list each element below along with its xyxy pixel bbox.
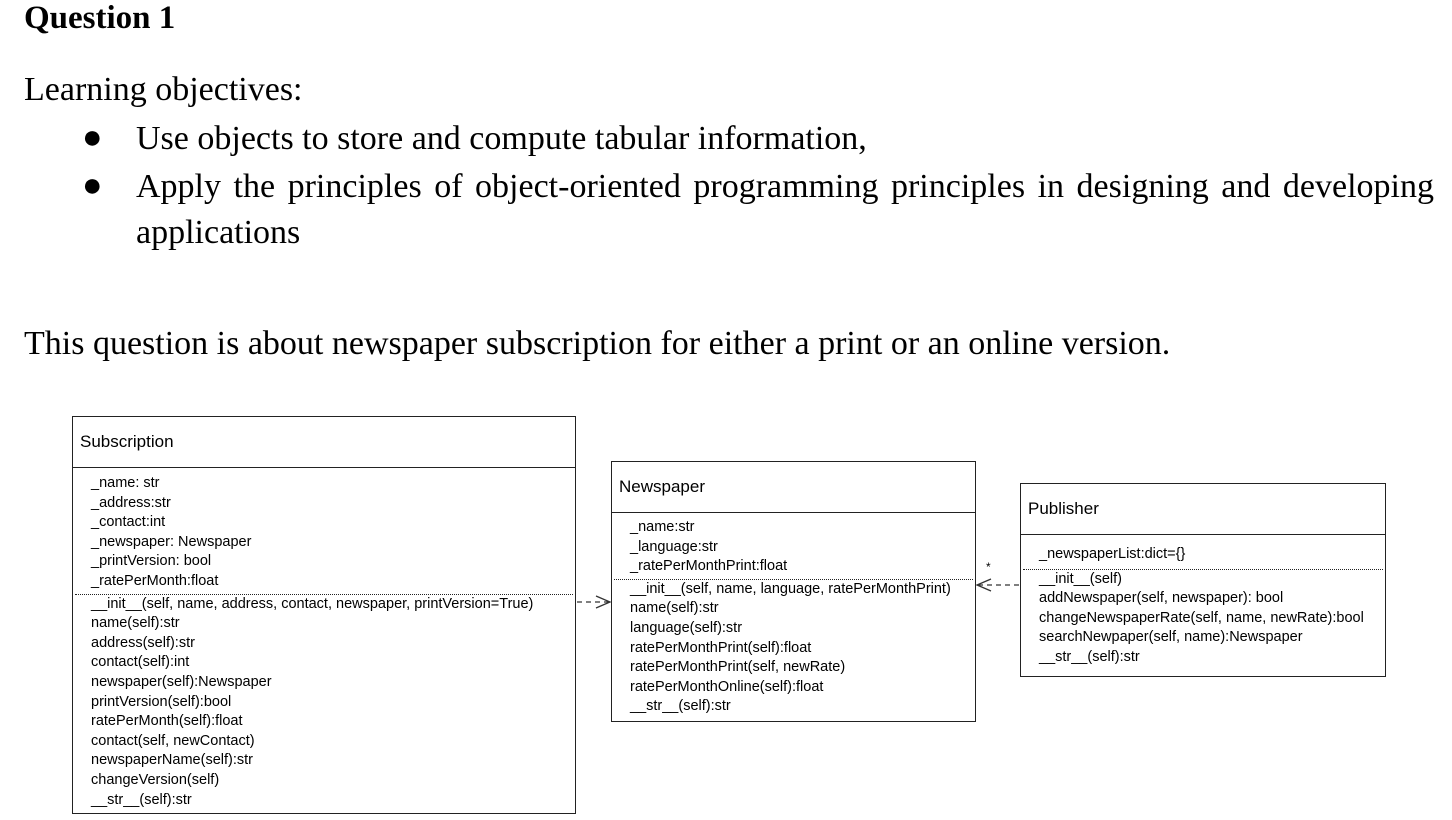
attributes-list <box>73 468 575 592</box>
attribute: _name:str <box>630 519 695 535</box>
method: name(self):str <box>91 615 180 632</box>
intro-paragraph: This question is about newspaper subscription for either a print or an online version. <box>24 325 1171 362</box>
methods-list <box>612 580 975 717</box>
methods-list <box>1021 570 1385 668</box>
method: newspaper(self):Newspaper <box>91 673 272 690</box>
attribute: _contact:int <box>91 514 166 531</box>
method: __str__(self):str <box>91 791 192 808</box>
method: ratePerMonthPrint(self, newRate) <box>630 659 846 676</box>
method: address(self):str <box>91 634 195 651</box>
method: __str__(self):str <box>630 698 731 715</box>
bullet-icon: ● <box>82 119 103 156</box>
attribute: _printVersion: bool <box>91 553 212 570</box>
uml-class-newspaper <box>611 461 976 722</box>
method: ratePerMonthOnline(self):float <box>630 678 824 695</box>
method: searchNewpaper(self, name):Newspaper <box>1039 629 1303 646</box>
class-name: Publisher <box>1021 484 1385 535</box>
attribute: _newspaper: Newspaper <box>91 533 252 550</box>
attribute: _address:str <box>91 494 171 511</box>
methods-list <box>73 595 575 811</box>
objective-item: Apply the principles of object-oriented programming principles in designing and developing applications <box>136 168 1434 251</box>
class-name: Subscription <box>73 417 575 468</box>
method: language(self):str <box>630 619 743 636</box>
method: __init__(self, name, address, contact, newspaper, printVersion=True) <box>91 595 534 612</box>
attribute: _language:str <box>630 538 718 555</box>
method: contact(self, newContact) <box>91 732 255 749</box>
dependency-arrow-subscription-newspaper <box>577 596 610 608</box>
attribute: _ratePerMonthPrint:float <box>630 558 788 575</box>
bullet-icon: ● <box>82 167 103 204</box>
method: changeVersion(self) <box>91 771 220 788</box>
method: addNewspaper(self, newspaper): bool <box>1039 590 1284 607</box>
method: newspaperName(self):str <box>91 752 253 769</box>
attribute: _newspaperList:dict={} <box>1039 546 1186 562</box>
method: changeNewspaperRate(self, name, newRate):bool <box>1039 609 1364 626</box>
method: ratePerMonthPrint(self):float <box>630 639 812 656</box>
method: __init__(self) <box>1039 570 1123 587</box>
class-name: Newspaper <box>612 462 975 513</box>
method: __init__(self, name, language, ratePerMonthPrint) <box>630 580 951 597</box>
attribute: _ratePerMonth:float <box>91 572 219 589</box>
attributes-list <box>1021 535 1385 567</box>
objectives-heading: Learning objectives: <box>24 71 303 108</box>
uml-class-subscription <box>72 416 576 814</box>
objective-item: Use objects to store and compute tabular information, <box>136 120 867 157</box>
method: ratePerMonth(self):float <box>91 713 243 730</box>
multiplicity-label: * <box>986 560 991 574</box>
dependency-arrow-publisher-newspaper <box>977 579 1019 591</box>
attribute: _name: str <box>91 475 160 491</box>
method: __str__(self):str <box>1039 648 1140 665</box>
method: name(self):str <box>630 600 719 617</box>
uml-class-publisher <box>1020 483 1386 677</box>
attributes-list <box>612 513 975 577</box>
question-title: Question 1 <box>24 0 176 36</box>
method: contact(self):int <box>91 654 190 671</box>
method: printVersion(self):bool <box>91 693 232 710</box>
